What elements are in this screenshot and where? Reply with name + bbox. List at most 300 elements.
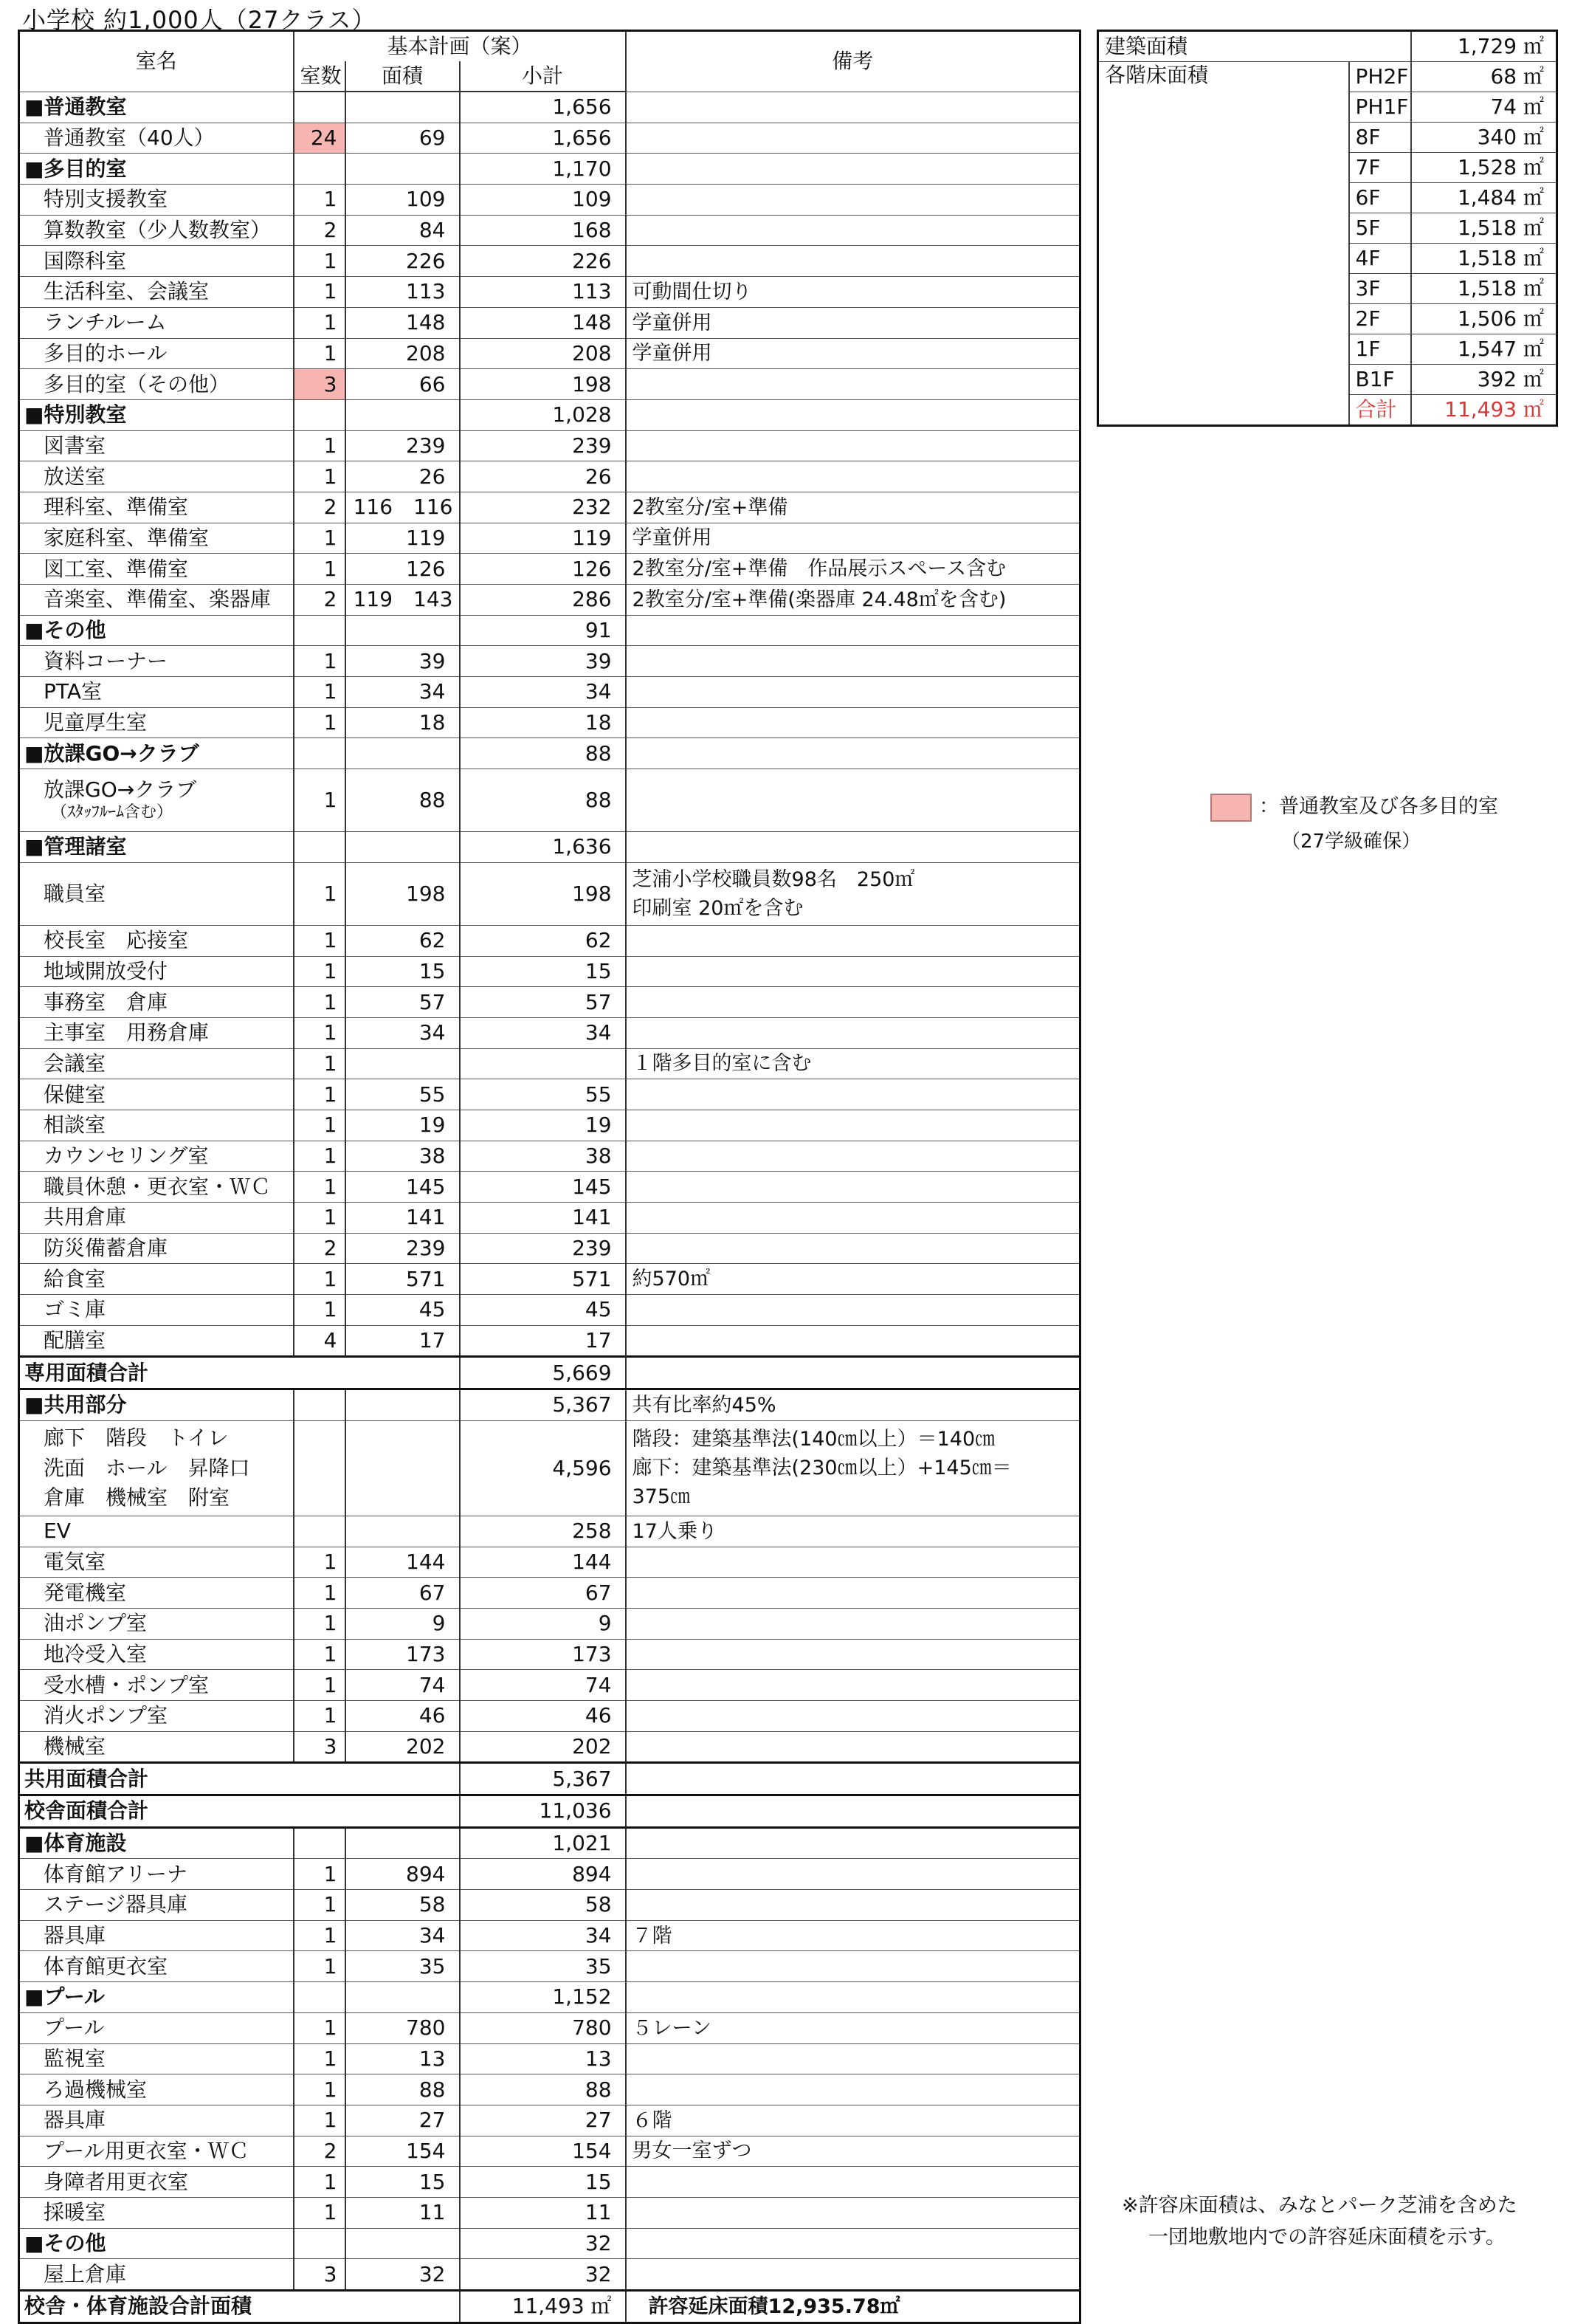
count-cell: 1 [294, 277, 345, 308]
total-row [19, 1763, 1080, 1795]
room-name-text: 職員休憩・更衣室・ＷＣ [44, 1174, 272, 1199]
room-name-text: 校長室 応接室 [44, 928, 189, 953]
room-name-text: 多目的室（その他） [44, 371, 230, 396]
section-row [19, 2228, 1080, 2259]
table-row [19, 1700, 1080, 1731]
count-cell [294, 92, 345, 123]
section-row [19, 399, 1080, 430]
area-cell [345, 1048, 460, 1079]
room-name-text: 地冷受入室 [44, 1641, 148, 1666]
room-name-text: 事務室 倉庫 [44, 989, 168, 1014]
subtotal-cell: 148 [460, 307, 626, 338]
room-name-text: 地域開放受付 [44, 958, 168, 983]
subtotal-cell: 62 [460, 925, 626, 956]
remarks-cell [626, 399, 1080, 430]
room-name-text: 共用倉庫 [44, 1205, 127, 1230]
subtotal-cell: 5,669 [460, 1357, 626, 1389]
remarks-cell: 学童併用 [626, 338, 1080, 369]
remarks-cell [626, 1639, 1080, 1670]
subtotal-cell: 38 [460, 1141, 626, 1172]
remarks-cell [626, 1203, 1080, 1234]
count-cell: 1 [294, 1920, 345, 1951]
remarks-cell [626, 1670, 1080, 1701]
count-cell [294, 1516, 345, 1547]
footnote-line-2: 一団地敷地内での許容延床面積を示す。 [1148, 2226, 1506, 2249]
section-row [19, 615, 1080, 646]
room-name [19, 2167, 294, 2198]
subtotal-cell: 109 [460, 185, 626, 216]
floor-value: 340 ㎡ [1411, 123, 1557, 153]
area-cell: 226 [345, 246, 460, 277]
count-cell: 3 [294, 1731, 345, 1763]
remarks-cell [626, 769, 1080, 832]
area-cell: 17 [345, 1325, 460, 1357]
room-name [19, 2259, 294, 2291]
room-name-text: 放送室 [44, 464, 106, 489]
room-name [19, 307, 294, 338]
subtotal-cell: 88 [460, 2074, 626, 2105]
table-row [19, 769, 1080, 832]
count-cell: 2 [294, 585, 345, 616]
room-name-text: 算数教室（少人数教室） [44, 218, 272, 243]
area-cell [345, 92, 460, 123]
room-name-text: 職員室 [44, 881, 106, 906]
subtotal-cell: 168 [460, 215, 626, 246]
legend-text-2: （27学級確保） [1281, 830, 1421, 853]
remarks-cell [626, 1827, 1080, 1859]
floor-area-body [1098, 31, 1557, 426]
table-row [19, 1920, 1080, 1951]
subtotal-cell: 1,028 [460, 399, 626, 430]
room-name-text: EV [44, 1519, 71, 1544]
section-name: ■プール [19, 1982, 294, 2013]
table-row [19, 1516, 1080, 1547]
area-cell: 11 [345, 2197, 460, 2228]
area-cell: 57 [345, 987, 460, 1018]
area-cell: 84 [345, 215, 460, 246]
area-cell: 15 [345, 956, 460, 987]
floor-name: 8F [1349, 123, 1411, 153]
subtotal-cell: 11,493 ㎡ [460, 2291, 626, 2323]
section-row [19, 1389, 1080, 1421]
count-cell: 1 [294, 707, 345, 738]
subtotal-cell: 11,036 [460, 1795, 626, 1828]
area-cell: 69 [345, 123, 460, 154]
count-cell: 1 [294, 1172, 345, 1203]
remarks-cell [626, 615, 1080, 646]
room-name-text: 防災備蓄倉庫 [44, 1236, 168, 1261]
subtotal-cell: 5,367 [460, 1389, 626, 1421]
subtotal-cell: 32 [460, 2259, 626, 2291]
subtotal-cell: 119 [460, 523, 626, 554]
footnote-line-1: ※許容床面積は、みなとパーク芝浦を含めた [1122, 2194, 1517, 2217]
room-name [19, 1859, 294, 1890]
table-row [19, 277, 1080, 308]
table-row [19, 2167, 1080, 2198]
room-name-text: 消火ポンプ室 [44, 1703, 168, 1728]
area-cell: 34 [345, 1920, 460, 1951]
subtotal-cell: 286 [460, 585, 626, 616]
room-name [19, 987, 294, 1018]
area-cell: 39 [345, 646, 460, 677]
remarks-cell [626, 1325, 1080, 1357]
count-cell: 1 [294, 185, 345, 216]
building-area-value: 1,729 ㎡ [1411, 31, 1557, 62]
floor-name: PH1F [1349, 92, 1411, 123]
floor-total-label: 合計 [1349, 395, 1411, 426]
table-row [19, 1203, 1080, 1234]
count-cell: 1 [294, 523, 345, 554]
remarks-cell: 共有比率約45% [626, 1389, 1080, 1421]
room-name [19, 2136, 294, 2167]
table-row [19, 1048, 1080, 1079]
table-row [19, 492, 1080, 523]
room-name [19, 369, 294, 400]
remarks-cell [626, 1141, 1080, 1172]
subtotal-cell: 74 [460, 1670, 626, 1701]
room-name-text: ろ過機械室 [44, 2077, 148, 2102]
count-cell: 1 [294, 2043, 345, 2074]
count-cell: 4 [294, 1325, 345, 1357]
remarks-cell: ６階 [626, 2105, 1080, 2136]
table-row [19, 1141, 1080, 1172]
table-row [19, 987, 1080, 1018]
table-row [19, 1731, 1080, 1763]
total-name: 共用面積合計 [19, 1763, 460, 1795]
section-row [19, 154, 1080, 185]
count-cell [294, 832, 345, 863]
remarks-cell [626, 738, 1080, 769]
count-cell: 1 [294, 1264, 345, 1295]
subtotal-cell: 4,596 [460, 1420, 626, 1516]
room-name-text: 理科室、準備室 [44, 495, 189, 520]
subtotal-cell: 173 [460, 1639, 626, 1670]
subtotal-cell: 46 [460, 1700, 626, 1731]
subtotal-cell: 15 [460, 956, 626, 987]
remarks-cell [626, 2043, 1080, 2074]
table-row [19, 1295, 1080, 1326]
area-cell: 126 [345, 554, 460, 585]
remarks-cell [626, 1731, 1080, 1763]
room-name-text: 身障者用更衣室 [44, 2169, 189, 2194]
floor-name: PH2F [1349, 62, 1411, 92]
subtotal-cell: 88 [460, 738, 626, 769]
room-name [19, 338, 294, 369]
room-name-text: 家庭科室、準備室 [44, 525, 210, 550]
remarks-cell [626, 707, 1080, 738]
area-cell: 119 143 [345, 585, 460, 616]
header-count: 室数 [294, 61, 345, 92]
remarks-cell [626, 215, 1080, 246]
building-area-row [1098, 31, 1557, 62]
remarks-cell [626, 246, 1080, 277]
count-cell: 1 [294, 554, 345, 585]
remarks-cell: 学童併用 [626, 307, 1080, 338]
area-cell: 66 [345, 369, 460, 400]
subtotal-cell: 894 [460, 1859, 626, 1890]
table-row [19, 1608, 1080, 1639]
table-row [19, 307, 1080, 338]
count-cell: 2 [294, 1233, 345, 1264]
area-cell: 74 [345, 1670, 460, 1701]
area-cell: 113 [345, 277, 460, 308]
room-name-text: 資料コーナー [44, 648, 168, 673]
floor-value: 392 ㎡ [1411, 365, 1557, 395]
remarks-cell [626, 461, 1080, 492]
floor-row [1098, 62, 1557, 92]
floor-name: 7F [1349, 153, 1411, 183]
room-name [19, 1079, 294, 1110]
remarks-cell [626, 1763, 1080, 1795]
remarks-cell [626, 2197, 1080, 2228]
room-plan-body [19, 31, 1080, 2323]
subtotal-cell: 226 [460, 246, 626, 277]
table-row [19, 1233, 1080, 1264]
room-name [19, 1325, 294, 1357]
room-name-text: 生活科室、会議室 [44, 279, 210, 304]
room-name [19, 1295, 294, 1326]
total-name: 専用面積合計 [19, 1357, 460, 1389]
room-name [19, 1420, 294, 1516]
subtotal-cell: 55 [460, 1079, 626, 1110]
room-name [19, 215, 294, 246]
room-name [19, 862, 294, 925]
floor-value: 1,518 ㎡ [1411, 213, 1557, 244]
subtotal-cell: 27 [460, 2105, 626, 2136]
room-name-text: 電気室 [44, 1549, 106, 1574]
area-cell: 34 [345, 1017, 460, 1048]
count-cell: 24 [294, 123, 345, 154]
table-row [19, 1547, 1080, 1578]
header-room-name: 室名 [135, 49, 177, 74]
table-row [19, 523, 1080, 554]
remarks-cell: 2教室分/室+準備 作品展示スペース含む [626, 554, 1080, 585]
subtotal-cell: 232 [460, 492, 626, 523]
remarks-cell [626, 1110, 1080, 1141]
area-cell: 119 [345, 523, 460, 554]
table-row [19, 956, 1080, 987]
table-row [19, 677, 1080, 708]
room-name-sub: （ｽﾀｯﾌﾙｰﾑ含む） [51, 803, 173, 822]
area-cell: 88 [345, 2074, 460, 2105]
subtotal-cell: 1,656 [460, 92, 626, 123]
count-cell: 1 [294, 1608, 345, 1639]
count-cell: 1 [294, 461, 345, 492]
room-name [19, 1172, 294, 1203]
remarks-cell [626, 369, 1080, 400]
floor-area-label: 各階床面積 [1098, 62, 1349, 426]
floor-name: 5F [1349, 213, 1411, 244]
floor-value: 1,528 ㎡ [1411, 153, 1557, 183]
subtotal-cell: 18 [460, 707, 626, 738]
table-row [19, 2043, 1080, 2074]
header-remarks: 備考 [626, 31, 1080, 92]
legend-text: ：普通教室及び各多目的室 [1259, 795, 1498, 818]
subtotal-cell: 141 [460, 1203, 626, 1234]
total-name: 校舎・体育施設合計面積 [19, 2291, 460, 2323]
header-subtotal: 小計 [460, 61, 626, 92]
room-name-text: 発電機室 [44, 1580, 127, 1605]
table-row [19, 123, 1080, 154]
count-cell: 1 [294, 1017, 345, 1048]
floor-name: 2F [1349, 304, 1411, 334]
subtotal-cell: 32 [460, 2228, 626, 2259]
count-cell [294, 154, 345, 185]
area-cell [345, 1389, 460, 1421]
remarks-cell [626, 2167, 1080, 2198]
room-name-text: 放課GO→クラブ [44, 777, 197, 802]
subtotal-cell: 19 [460, 1110, 626, 1141]
count-cell [294, 399, 345, 430]
room-name-text: 会議室 [44, 1051, 106, 1076]
subtotal-cell: 58 [460, 1890, 626, 1921]
section-row [19, 832, 1080, 863]
count-cell: 1 [294, 646, 345, 677]
subtotal-cell: 1,021 [460, 1827, 626, 1859]
section-name: ■その他 [19, 2228, 294, 2259]
room-name [19, 2043, 294, 2074]
remarks-cell [626, 925, 1080, 956]
remarks-cell: 約570㎡ [626, 1264, 1080, 1295]
subtotal-cell: 154 [460, 2136, 626, 2167]
remarks-cell [626, 123, 1080, 154]
count-cell: 1 [294, 307, 345, 338]
subtotal-cell: 67 [460, 1578, 626, 1609]
subtotal-cell: 39 [460, 646, 626, 677]
footnote [1122, 2190, 1517, 2253]
room-name-text: 図書室 [44, 433, 106, 458]
subtotal-cell: 1,170 [460, 154, 626, 185]
table-row [19, 1079, 1080, 1110]
legend-swatch [1210, 794, 1252, 822]
area-cell [345, 832, 460, 863]
legend [1210, 790, 1498, 853]
remarks-cell [626, 154, 1080, 185]
count-cell: 1 [294, 2197, 345, 2228]
subtotal-cell: 198 [460, 862, 626, 925]
header-basic-plan: 基本計画（案） [294, 31, 626, 62]
remarks-cell: 可動間仕切り [626, 277, 1080, 308]
room-name-text: 音楽室、準備室、楽器庫 [44, 587, 272, 612]
floor-total-value: 11,493 ㎡ [1411, 395, 1557, 426]
table-row [19, 1110, 1080, 1141]
floor-name: 6F [1349, 183, 1411, 213]
area-cell: 239 [345, 430, 460, 461]
area-cell: 38 [345, 1141, 460, 1172]
total-row [19, 1795, 1080, 1828]
room-name-text: プール [44, 2015, 105, 2041]
table-row [19, 1670, 1080, 1701]
room-name-text: 屋上倉庫 [44, 2261, 127, 2286]
area-cell: 571 [345, 1264, 460, 1295]
area-cell: 34 [345, 677, 460, 708]
count-cell: 1 [294, 1079, 345, 1110]
room-name [19, 1639, 294, 1670]
room-name [19, 1547, 294, 1578]
room-name [19, 1203, 294, 1234]
remarks-cell [626, 92, 1080, 123]
count-cell: 1 [294, 862, 345, 925]
total-name: 校舎面積合計 [19, 1795, 460, 1828]
table-row [19, 925, 1080, 956]
area-cell: 894 [345, 1859, 460, 1890]
subtotal-cell: 144 [460, 1547, 626, 1578]
room-name-text: 廊下 階段 トイレ 洗面 ホール 昇降口 倉庫 機械室 附室 [44, 1425, 250, 1510]
area-cell: 13 [345, 2043, 460, 2074]
room-plan-table [18, 30, 1081, 2324]
remarks-cell: 2教室分/室+準備(楽器庫 24.48㎡を含む) [626, 585, 1080, 616]
area-cell: 26 [345, 461, 460, 492]
area-cell: 198 [345, 862, 460, 925]
area-cell: 58 [345, 1890, 460, 1921]
subtotal-cell: 1,152 [460, 1982, 626, 2013]
room-name-text: 機械室 [44, 1733, 106, 1759]
count-cell: 1 [294, 1890, 345, 1921]
subtotal-cell: 15 [460, 2167, 626, 2198]
section-name: ■共用部分 [19, 1389, 294, 1421]
area-cell: 15 [345, 2167, 460, 2198]
remarks-cell [626, 2074, 1080, 2105]
remarks-cell [626, 1795, 1080, 1828]
count-cell [294, 2228, 345, 2259]
room-name-text: 多目的ホール [44, 340, 168, 365]
room-name-text: 給食室 [44, 1266, 106, 1291]
remarks-cell [626, 1578, 1080, 1609]
table-row [19, 246, 1080, 277]
remarks-cell: ７階 [626, 1920, 1080, 1951]
remarks-cell [626, 1982, 1080, 2013]
count-cell: 1 [294, 925, 345, 956]
room-name [19, 461, 294, 492]
area-cell: 9 [345, 1608, 460, 1639]
area-cell: 202 [345, 1731, 460, 1763]
area-cell: 46 [345, 1700, 460, 1731]
header-row-1 [19, 31, 1080, 62]
count-cell [294, 738, 345, 769]
area-cell: 239 [345, 1233, 460, 1264]
section-name: ■体育施設 [19, 1827, 294, 1859]
floor-value: 1,506 ㎡ [1411, 304, 1557, 334]
total-row [19, 1357, 1080, 1389]
section-name: ■その他 [19, 615, 294, 646]
room-name-text: プール用更衣室・ＷＣ [44, 2138, 249, 2163]
room-name-text: 受水槽・ポンプ室 [44, 1672, 210, 1697]
count-cell: 1 [294, 246, 345, 277]
room-name-text: 配膳室 [44, 1328, 106, 1353]
remarks-cell [626, 1079, 1080, 1110]
remarks-cell [626, 956, 1080, 987]
table-row [19, 338, 1080, 369]
table-row [19, 585, 1080, 616]
room-name-text: 体育館アリーナ [44, 1861, 187, 1886]
count-cell [294, 1389, 345, 1421]
table-row [19, 1951, 1080, 1982]
room-name-text: カウンセリング室 [44, 1143, 209, 1168]
area-cell: 88 [345, 769, 460, 832]
subtotal-cell: 34 [460, 677, 626, 708]
floor-value: 1,518 ㎡ [1411, 274, 1557, 304]
count-cell: 2 [294, 492, 345, 523]
room-name [19, 492, 294, 523]
count-cell: 1 [294, 1859, 345, 1890]
room-name [19, 430, 294, 461]
room-name-text: 図工室、準備室 [44, 556, 189, 581]
remarks-cell: 許容延床面積12,935.78㎡ [626, 2291, 1080, 2323]
room-name-text: ステージ器具庫 [44, 1892, 187, 1917]
remarks-cell [626, 1951, 1080, 1982]
remarks-cell [626, 2259, 1080, 2291]
area-cell: 35 [345, 1951, 460, 1982]
